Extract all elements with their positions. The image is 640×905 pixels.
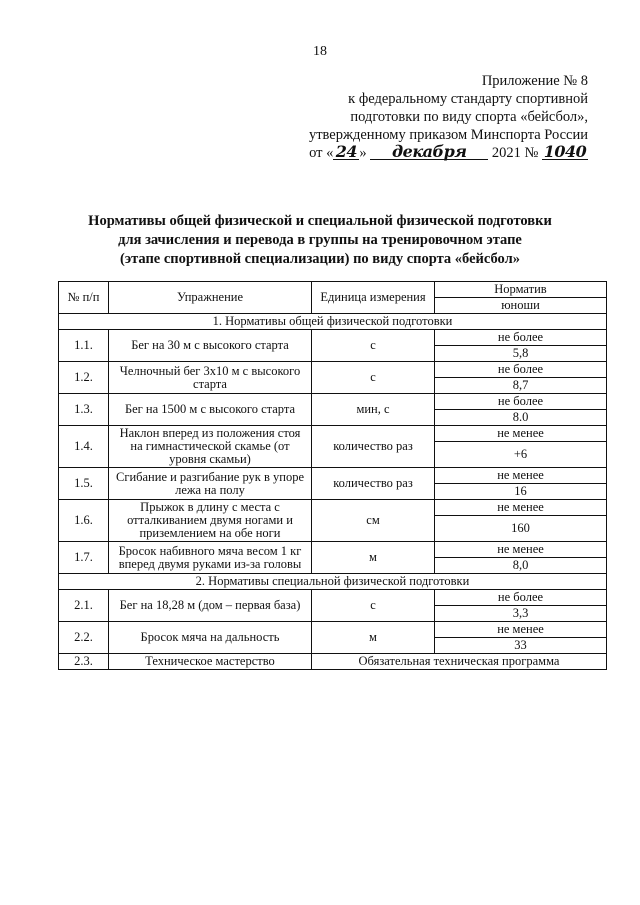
row-unit: мин, с xyxy=(312,394,435,426)
row-exercise: Бросок набивного мяча весом 1 кг вперед двумя руками из-за головы xyxy=(109,542,312,574)
row-exercise: Бросок мяча на дальность xyxy=(109,622,312,654)
row-value: 5,8 xyxy=(435,346,607,362)
title-line-1: Нормативы общей физической и специальной физической подготовки xyxy=(88,213,552,229)
page-number: 18 xyxy=(313,44,327,59)
row-unit: с xyxy=(312,330,435,362)
appendix-line-3: подготовки по виду спорта «бейсбол», xyxy=(350,109,588,125)
row-value: 8,0 xyxy=(435,558,607,574)
order-date-line xyxy=(309,144,588,162)
table-row xyxy=(59,330,607,346)
document-title xyxy=(40,212,600,269)
order-year: 2021 № xyxy=(491,145,539,161)
row-num: 2.2. xyxy=(59,622,109,654)
row-unit: количество раз xyxy=(312,426,435,468)
order-close-quote: » xyxy=(359,145,367,161)
table-row xyxy=(59,542,607,558)
row-condition: не более xyxy=(435,394,607,410)
row-num: 1.6. xyxy=(59,500,109,542)
order-from-label: от « xyxy=(309,145,334,161)
table-row xyxy=(59,590,607,606)
row-exercise: Сгибание и разгибание рук в упоре лежа на полу xyxy=(109,468,312,500)
row-exercise: Прыжок в длину с места с отталкиванием двумя ногами и приземлением на обе ноги xyxy=(109,500,312,542)
row-condition: не более xyxy=(435,362,607,378)
title-line-3: (этапе спортивной специализации) по виду спорта «бейсбол» xyxy=(120,251,520,267)
row-num: 1.3. xyxy=(59,394,109,426)
row-num: 1.7. xyxy=(59,542,109,574)
row-condition: не более xyxy=(435,330,607,346)
row-unit: м xyxy=(312,622,435,654)
table-row xyxy=(59,654,607,670)
row-exercise: Наклон вперед из положения стоя на гимнастической скамье (от уровня скамьи) xyxy=(109,426,312,468)
title-line-2: для зачисления и перевода в группы на тренировочном этапе xyxy=(118,232,522,248)
row-value: 16 xyxy=(435,484,607,500)
row-condition: не менее xyxy=(435,542,607,558)
header-exercise: Упражнение xyxy=(109,282,312,314)
row-exercise: Техническое мастерство xyxy=(109,654,312,670)
header-group: юноши xyxy=(435,298,607,314)
section-row xyxy=(59,314,607,330)
row-exercise: Бег на 30 м с высокого старта xyxy=(109,330,312,362)
section-title: 2. Нормативы специальной физической подготовки xyxy=(59,574,607,590)
table-row xyxy=(59,426,607,442)
order-month: декабря xyxy=(370,144,488,160)
row-num: 2.3. xyxy=(59,654,109,670)
row-program: Обязательная техническая программа xyxy=(312,654,607,670)
row-condition: не более xyxy=(435,590,607,606)
row-num: 1.5. xyxy=(59,468,109,500)
row-value: 33 xyxy=(435,638,607,654)
row-exercise: Бег на 18,28 м (дом – первая база) xyxy=(109,590,312,622)
table-row xyxy=(59,500,607,516)
row-value: 160 xyxy=(435,516,607,542)
appendix-line-4: утвержденному приказом Минспорта России xyxy=(308,127,588,143)
section-row xyxy=(59,574,607,590)
row-unit: м xyxy=(312,542,435,574)
table-row xyxy=(59,622,607,638)
row-num: 1.2. xyxy=(59,362,109,394)
norms-table xyxy=(58,281,607,670)
row-num: 1.4. xyxy=(59,426,109,468)
appendix-block xyxy=(309,72,588,162)
row-exercise: Бег на 1500 м с высокого старта xyxy=(109,394,312,426)
header-unit: Единица измерения xyxy=(312,282,435,314)
section-title: 1. Нормативы общей физической подготовки xyxy=(59,314,607,330)
row-condition: не менее xyxy=(435,622,607,638)
row-exercise: Челночный бег 3х10 м с высокого старта xyxy=(109,362,312,394)
row-condition: не менее xyxy=(435,426,607,442)
header-norm: Норматив xyxy=(435,282,607,298)
order-number: 1040 xyxy=(543,142,587,161)
order-day: 24 xyxy=(333,144,359,160)
row-unit: с xyxy=(312,590,435,622)
header-num: № п/п xyxy=(59,282,109,314)
appendix-title: Приложение № 8 xyxy=(481,73,588,89)
row-num: 2.1. xyxy=(59,590,109,622)
table-row xyxy=(59,362,607,378)
row-condition: не менее xyxy=(435,500,607,516)
table-row xyxy=(59,468,607,484)
row-value: 3,3 xyxy=(435,606,607,622)
row-condition: не менее xyxy=(435,468,607,484)
row-unit: см xyxy=(312,500,435,542)
row-num: 1.1. xyxy=(59,330,109,362)
appendix-line-2: к федеральному стандарту спортивной xyxy=(348,91,588,107)
row-unit: количество раз xyxy=(312,468,435,500)
row-value: 8,7 xyxy=(435,378,607,394)
table-row xyxy=(59,394,607,410)
row-value: 8.0 xyxy=(435,410,607,426)
row-value: +6 xyxy=(435,442,607,468)
header-row xyxy=(59,282,607,298)
row-unit: с xyxy=(312,362,435,394)
